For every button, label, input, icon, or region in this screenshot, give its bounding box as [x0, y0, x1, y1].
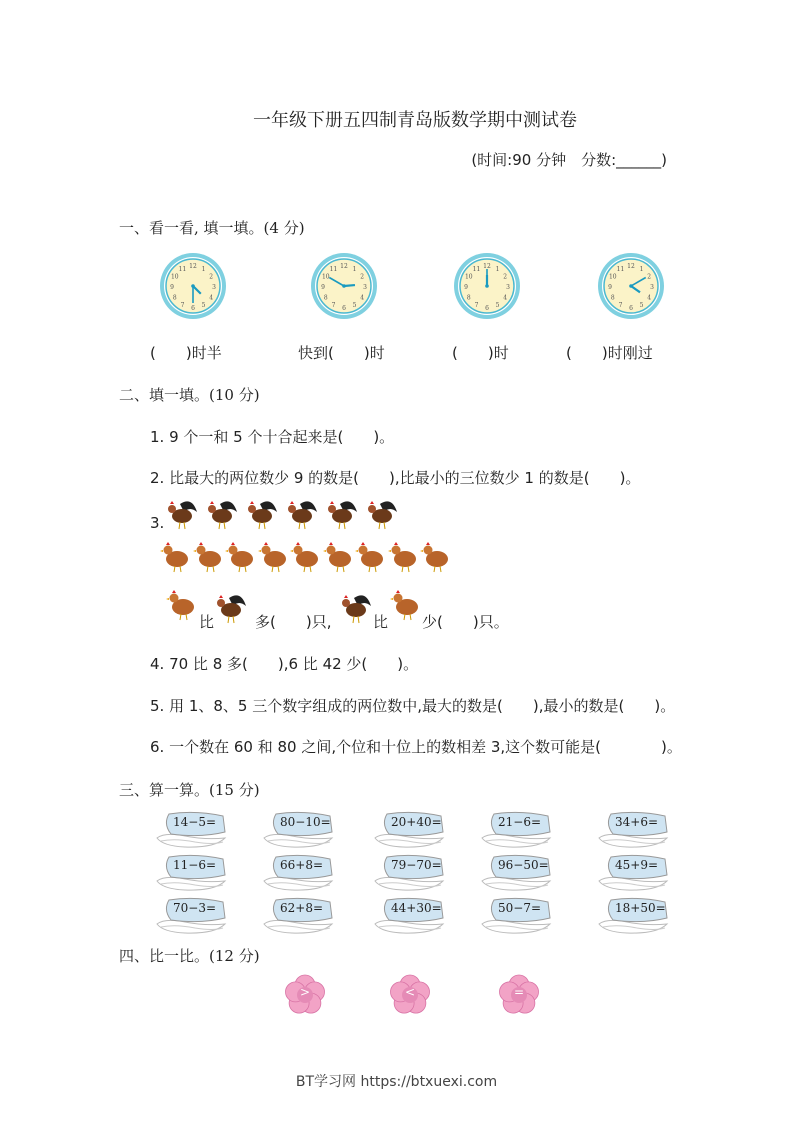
svg-text:5: 5: [352, 302, 357, 310]
arithmetic-problem: [155, 896, 231, 936]
problem-text: 14−5=: [173, 815, 217, 829]
svg-text:3: 3: [212, 284, 216, 291]
question-5: 5. 用 1、8、5 三个数字组成的两位数中,最大的数是( ),最小的数是( )。: [150, 697, 676, 715]
svg-text:2: 2: [647, 273, 652, 281]
hen-image: [258, 540, 290, 574]
rooster-image: [246, 498, 278, 532]
hen-image: [225, 540, 257, 574]
problem-text: 11−6=: [173, 858, 217, 872]
arithmetic-problem: [597, 810, 673, 850]
question-3-number: 3.: [150, 514, 165, 532]
problem-text: 79−70=: [391, 858, 442, 872]
svg-text:3: 3: [363, 284, 367, 291]
flower-symbol-3: =: [497, 973, 541, 1017]
arithmetic-problem: [262, 896, 338, 936]
q3-text-bi-1: 比: [199, 613, 215, 631]
problem-text: 70−3=: [173, 901, 217, 915]
svg-text:8: 8: [466, 294, 471, 302]
section1-heading: 一、看一看, 填一填。(4 分): [119, 219, 305, 237]
problem-text: 96−50=: [498, 858, 549, 872]
clock-answer-1: ( )时半: [150, 344, 222, 362]
arithmetic-problem: [262, 853, 338, 893]
clock-answer-2: 快到( )时: [298, 344, 385, 362]
svg-text:9: 9: [170, 284, 174, 291]
flower-symbol-1: >: [283, 973, 327, 1017]
svg-text:7: 7: [331, 302, 336, 310]
svg-text:4: 4: [503, 294, 508, 302]
q3-text-bi-2: 比: [373, 613, 389, 631]
section3-heading: 三、算一算。(15 分): [119, 781, 260, 799]
svg-text:8: 8: [323, 294, 328, 302]
section4-heading: 四、比一比。(12 分): [119, 947, 260, 965]
svg-text:6: 6: [342, 305, 346, 312]
hen-image: [388, 540, 420, 574]
arithmetic-problem: [373, 896, 449, 936]
rooster-image: [166, 498, 198, 532]
svg-text:7: 7: [180, 302, 185, 310]
svg-text:10: 10: [464, 273, 473, 281]
question-2: 2. 比最大的两位数少 9 的数是( ),比最小的三位数少 1 的数是( )。: [150, 469, 641, 487]
problem-text: 34+6=: [615, 815, 659, 829]
svg-text:1: 1: [639, 265, 644, 273]
hen-image: [355, 540, 387, 574]
hen-image: [323, 540, 355, 574]
rooster-image: [286, 498, 318, 532]
svg-text:1: 1: [201, 265, 206, 273]
svg-text:4: 4: [647, 294, 652, 302]
clock-face: [452, 251, 522, 321]
svg-text:5: 5: [201, 302, 206, 310]
svg-text:11: 11: [329, 265, 338, 273]
question-4: 4. 70 比 8 多( ),6 比 42 少( )。: [150, 655, 419, 673]
svg-text:9: 9: [321, 284, 325, 291]
svg-text:10: 10: [170, 273, 179, 281]
problem-text: 20+40=: [391, 815, 442, 829]
clock-answer-4: ( )时刚过: [566, 344, 653, 362]
section2-heading: 二、填一填。(10 分): [119, 386, 260, 404]
svg-text:6: 6: [629, 305, 633, 312]
svg-text:3: 3: [650, 284, 654, 291]
rooster-image: [206, 498, 238, 532]
svg-text:12: 12: [340, 263, 348, 270]
hen-image: [166, 588, 198, 622]
clock-answer-3: ( )时: [452, 344, 509, 362]
page-title: 一年级下册五四制青岛版数学期中测试卷: [253, 110, 577, 131]
arithmetic-problem: [373, 810, 449, 850]
hen-image: [290, 540, 322, 574]
arithmetic-problem: [155, 810, 231, 850]
arithmetic-problem: [262, 810, 338, 850]
problem-text: 18+50=: [615, 901, 666, 915]
clock-face: [309, 251, 379, 321]
time-score-line: (时间:90 分钟 分数:______): [471, 151, 667, 169]
arithmetic-problem: [480, 896, 556, 936]
svg-text:11: 11: [472, 265, 481, 273]
problem-text: 45+9=: [615, 858, 659, 872]
svg-text:10: 10: [321, 273, 330, 281]
arithmetic-problem: [373, 853, 449, 893]
clock-face: [596, 251, 666, 321]
svg-text:7: 7: [618, 302, 623, 310]
svg-text:2: 2: [209, 273, 214, 281]
svg-text:11: 11: [178, 265, 187, 273]
svg-text:6: 6: [485, 305, 489, 312]
svg-text:4: 4: [209, 294, 214, 302]
problem-text: 21−6=: [498, 815, 542, 829]
footer-watermark: BT学习网 https://btxuexi.com: [295, 1074, 498, 1090]
q3-text-duo: 多( )只,: [255, 613, 332, 631]
arithmetic-problem: [480, 810, 556, 850]
svg-text:1: 1: [495, 265, 500, 273]
problem-text: 66+8=: [280, 858, 324, 872]
arithmetic-problem: [155, 853, 231, 893]
svg-text:10: 10: [608, 273, 617, 281]
rooster-image: [340, 592, 372, 626]
svg-text:12: 12: [189, 263, 197, 270]
rooster-image: [326, 498, 358, 532]
hen-image: [420, 540, 452, 574]
svg-text:2: 2: [503, 273, 508, 281]
svg-text:7: 7: [474, 302, 479, 310]
rooster-image: [215, 592, 247, 626]
svg-text:12: 12: [483, 263, 491, 270]
problem-text: 50−7=: [498, 901, 542, 915]
svg-text:2: 2: [360, 273, 365, 281]
svg-text:3: 3: [506, 284, 510, 291]
hen-image: [193, 540, 225, 574]
rooster-image: [366, 498, 398, 532]
clock-face: [158, 251, 228, 321]
arithmetic-problem: [597, 896, 673, 936]
question-1: 1. 9 个一和 5 个十合起来是( )。: [150, 428, 395, 446]
svg-text:1: 1: [352, 265, 357, 273]
hen-image: [390, 588, 422, 622]
svg-text:11: 11: [616, 265, 625, 273]
svg-text:5: 5: [639, 302, 644, 310]
arithmetic-problem: [480, 853, 556, 893]
hen-image: [160, 540, 192, 574]
question-6: 6. 一个数在 60 和 80 之间,个位和十位上的数相差 3,这个数可能是( )。: [150, 738, 682, 756]
problem-text: 80−10=: [280, 815, 331, 829]
svg-text:9: 9: [608, 284, 612, 291]
q3-text-shao: 少( )只。: [422, 613, 509, 631]
svg-text:8: 8: [610, 294, 615, 302]
arithmetic-problem: [597, 853, 673, 893]
svg-text:4: 4: [360, 294, 365, 302]
svg-text:9: 9: [464, 284, 468, 291]
svg-text:5: 5: [495, 302, 500, 310]
flower-symbol-2: <: [388, 973, 432, 1017]
svg-text:6: 6: [191, 305, 195, 312]
svg-text:8: 8: [172, 294, 177, 302]
problem-text: 62+8=: [280, 901, 324, 915]
svg-text:12: 12: [627, 263, 635, 270]
problem-text: 44+30=: [391, 901, 442, 915]
